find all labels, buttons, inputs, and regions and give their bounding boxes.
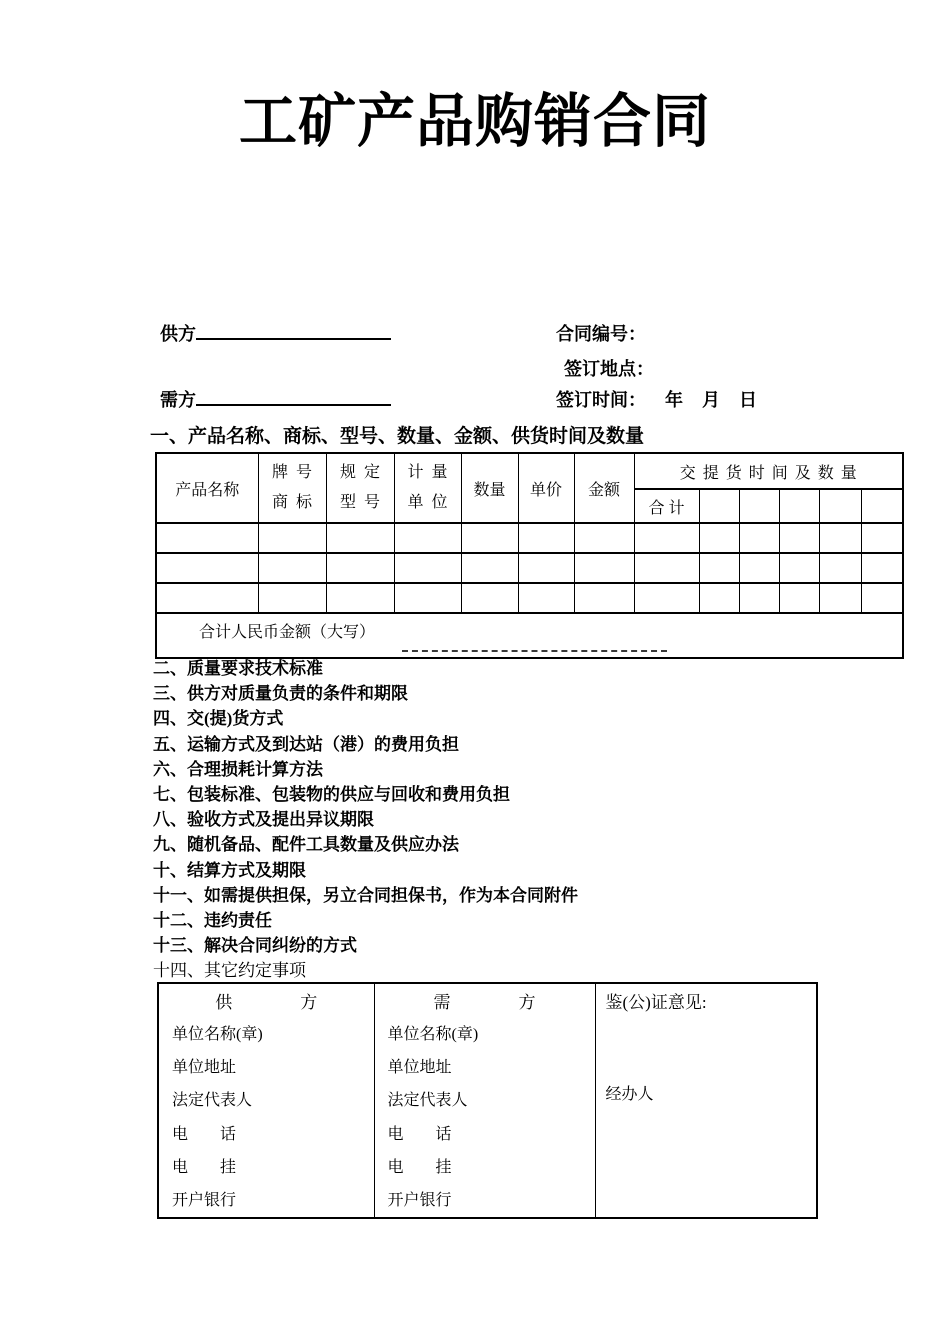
clause-item: 十一、如需提供担保，另立合同担保书，作为本合同附件 (153, 885, 578, 905)
clause-item: 十二、违约责任 (153, 910, 272, 930)
brand-header-line2: 商标 (271, 494, 320, 511)
sign-time-field (556, 386, 757, 412)
supplier-signature-column (158, 983, 374, 1218)
product-name-header: 产品名称 (156, 453, 258, 523)
model-header (326, 453, 394, 523)
product-table (155, 452, 904, 659)
notary-column (595, 983, 817, 1218)
supplier-field (160, 320, 391, 346)
clause-item: 三、供方对质量负责的条件和期限 (153, 684, 408, 704)
product-table-row (156, 553, 903, 583)
empty-cell (258, 553, 326, 583)
supplier-telegraph-label: 电 挂 (172, 1158, 237, 1176)
delivery-subcolumn-cell (819, 489, 861, 523)
empty-cell (156, 523, 258, 553)
empty-cell (326, 523, 394, 553)
clause-item: 四、交(提)货方式 (153, 709, 284, 729)
empty-cell (461, 583, 518, 613)
empty-cell (461, 523, 518, 553)
empty-cell (574, 523, 634, 553)
supplier-phone-label: 电 话 (172, 1125, 237, 1143)
delivery-total-header: 合计 (634, 489, 699, 523)
product-table-row (156, 523, 903, 553)
delivery-subcolumn-cell (779, 489, 819, 523)
month-label: 月 (702, 390, 720, 410)
quantity-header: 数量 (461, 453, 518, 523)
empty-cell (461, 553, 518, 583)
measure-unit-header (394, 453, 461, 523)
empty-cell (819, 553, 861, 583)
empty-cell (258, 523, 326, 553)
buyer-unit-name-label: 单位名称(章) (387, 1026, 479, 1043)
model-header-line1: 规定 (339, 464, 388, 481)
delivery-span-header: 交提货时间及数量 (634, 453, 903, 489)
clause-item: 二、质量要求技术标准 (153, 659, 323, 678)
empty-cell (819, 583, 861, 613)
supplier-column-header: 供 方 (215, 993, 318, 1012)
total-amount-label: 合计人民币金额（大写） (199, 624, 376, 641)
supplier-bank-label: 开户银行 (172, 1192, 237, 1210)
supplier-legal-rep-label: 法定代表人 (172, 1092, 253, 1110)
product-table-row (156, 583, 903, 613)
clauses-list (153, 656, 578, 983)
empty-cell (699, 583, 739, 613)
empty-cell (699, 523, 739, 553)
buyer-fill-line (196, 389, 391, 406)
empty-cell (634, 523, 699, 553)
signature-table (157, 982, 818, 1219)
buyer-label: 需方 (160, 390, 196, 410)
empty-cell (574, 553, 634, 583)
day-label: 日 (739, 390, 757, 410)
empty-cell (739, 523, 779, 553)
empty-cell (861, 583, 903, 613)
empty-cell (156, 553, 258, 583)
empty-cell (394, 583, 461, 613)
notary-opinion-label: 鉴(公)证意见: (605, 993, 707, 1012)
empty-cell (518, 583, 574, 613)
clause-item: 九、随机备品、配件工具数量及供应办法 (153, 835, 459, 855)
empty-cell (739, 583, 779, 613)
buyer-telegraph-label: 电 挂 (387, 1158, 452, 1176)
total-amount-row (156, 613, 903, 658)
empty-cell (574, 583, 634, 613)
measure-unit-header-line2: 单位 (407, 494, 456, 511)
empty-cell (326, 583, 394, 613)
buyer-legal-rep-label: 法定代表人 (387, 1092, 468, 1110)
empty-cell (861, 523, 903, 553)
empty-cell (258, 583, 326, 613)
empty-cell (634, 553, 699, 583)
buyer-field (160, 386, 391, 412)
supplier-fill-line (196, 323, 391, 340)
buyer-bank-label: 开户银行 (387, 1192, 452, 1210)
empty-cell (518, 553, 574, 583)
empty-cell (634, 583, 699, 613)
empty-cell (779, 553, 819, 583)
empty-cell (779, 523, 819, 553)
delivery-subcolumn-cell (699, 489, 739, 523)
clause-item: 六、合理损耗计算方法 (153, 759, 323, 779)
measure-unit-header-line1: 计量 (407, 464, 456, 481)
unit-price-header: 单价 (518, 453, 574, 523)
empty-cell (779, 583, 819, 613)
empty-cell (739, 553, 779, 583)
document-title: 工矿产品购销合同 (238, 89, 711, 154)
clause-item: 七、包装标准、包装物的供应与回收和费用负担 (153, 784, 510, 804)
buyer-unit-address-label: 单位地址 (387, 1059, 452, 1077)
contract-no-label: 合同编号： (556, 324, 646, 344)
delivery-subcolumn-cell (739, 489, 779, 523)
delivery-subcolumn-cell (861, 489, 903, 523)
buyer-column-header: 需 方 (433, 993, 536, 1012)
empty-cell (156, 583, 258, 613)
amount-dashed-fill-line (402, 650, 667, 652)
clause-item: 十三、解决合同纠纷的方式 (153, 936, 357, 956)
empty-cell (394, 553, 461, 583)
empty-cell (699, 553, 739, 583)
buyer-signature-column (374, 983, 595, 1218)
model-header-line2: 型号 (339, 494, 388, 511)
amount-header: 金额 (574, 453, 634, 523)
clause-item: 五、运输方式及到达站（港）的费用负担 (153, 734, 459, 754)
clause-item: 八、验收方式及提出异议期限 (153, 810, 374, 830)
sign-time-label: 签订时间： (556, 390, 646, 410)
empty-cell (394, 523, 461, 553)
brand-header (258, 453, 326, 523)
clause-item: 十四、其它约定事项 (153, 961, 306, 981)
empty-cell (819, 523, 861, 553)
empty-cell (518, 523, 574, 553)
section-one-heading: 一、产品名称、商标、型号、数量、金额、供货时间及数量 (150, 426, 645, 447)
agent-label: 经办人 (605, 1086, 654, 1103)
supplier-unit-name-label: 单位名称(章) (172, 1026, 263, 1043)
empty-cell (861, 553, 903, 583)
empty-cell (326, 553, 394, 583)
year-label: 年 (665, 390, 683, 410)
clause-item: 十、结算方式及期限 (153, 860, 306, 880)
supplier-label: 供方 (160, 324, 196, 344)
sign-place-label: 签订地点： (564, 359, 654, 379)
supplier-unit-address-label: 单位地址 (172, 1059, 237, 1077)
brand-header-line1: 牌号 (271, 464, 320, 481)
buyer-phone-label: 电 话 (387, 1125, 452, 1143)
